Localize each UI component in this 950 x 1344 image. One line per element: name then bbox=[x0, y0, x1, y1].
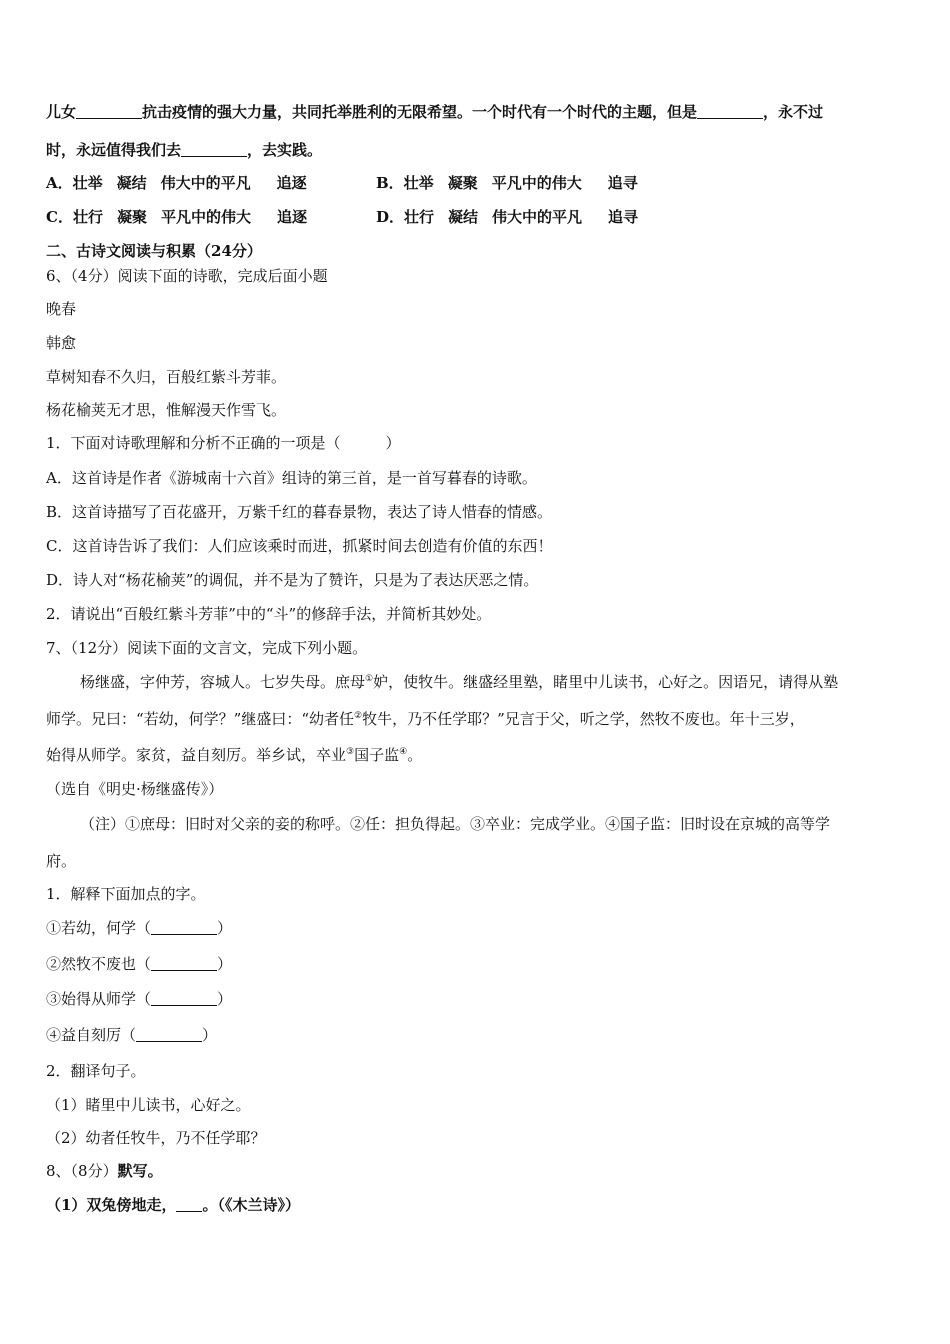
sub-question: 2．翻译句子。 bbox=[46, 1062, 146, 1080]
passage-line bbox=[46, 745, 422, 765]
option-word: 伟大中的平凡 bbox=[160, 174, 251, 192]
poem-line: 杨花榆荚无才思，惟解漫天作雪飞。 bbox=[46, 401, 287, 419]
option-b[interactable] bbox=[376, 173, 652, 193]
answer-blank[interactable] bbox=[151, 920, 217, 935]
fill-item-text: ） bbox=[202, 1026, 218, 1044]
passage-text: 师学。兄曰：“若幼，何学？”继盛曰：“幼者任 bbox=[46, 710, 355, 728]
option-word: 追寻 bbox=[607, 174, 638, 192]
footnote-mark: ① bbox=[365, 674, 374, 684]
question-number: 8、（8分） bbox=[46, 1162, 118, 1180]
question-instruction: 默写。 bbox=[117, 1162, 163, 1180]
option-label: D．壮行 bbox=[376, 208, 435, 226]
poem-line: 草树知春不久归，百般红紫斗芳菲。 bbox=[46, 368, 287, 386]
option-word: 追寻 bbox=[608, 208, 639, 226]
fill-item bbox=[46, 918, 232, 938]
intro-text: 时，永远值得我们去 bbox=[46, 141, 182, 159]
sub-question: 2．请说出“百般红紫斗芳菲”中的“斗”的修辞手法，并简析其妙处。 bbox=[46, 605, 492, 623]
passage-line bbox=[46, 709, 805, 729]
choice-a[interactable]: A．这首诗是作者《游城南十六首》组诗的第三首，是一首写暮春的诗歌。 bbox=[46, 469, 537, 487]
fill-item-text: ④益自刻厉（ bbox=[46, 1026, 137, 1044]
option-word: 伟大中的平凡 bbox=[492, 208, 583, 226]
sub-question: 1．解释下面加点的字。 bbox=[46, 885, 206, 903]
passage-text: 杨继盛，字仲芳，容城人。七岁失母。庶母 bbox=[80, 673, 366, 691]
passage-text: 妒，使牧牛。继盛经里塾，睹里中儿读书，心好之。因语兄，请得从塾 bbox=[373, 673, 839, 691]
option-word: 凝聚 bbox=[447, 174, 478, 192]
option-label: A．壮举 bbox=[46, 174, 103, 192]
option-word: 凝结 bbox=[448, 208, 479, 226]
footnote-mark: ④ bbox=[399, 747, 408, 757]
fill-item bbox=[46, 989, 232, 1009]
answer-blank[interactable] bbox=[176, 1197, 202, 1212]
fill-item bbox=[46, 1025, 217, 1045]
intro-text: ，永不过 bbox=[763, 103, 824, 121]
passage-source: （选自《明史·杨继盛传》） bbox=[46, 780, 224, 798]
answer-blank[interactable] bbox=[136, 1027, 202, 1042]
passage-text: 国子监 bbox=[354, 746, 400, 764]
dictation-text: （1）双兔傍地走， bbox=[46, 1196, 177, 1214]
fill-item-text: ） bbox=[217, 919, 233, 937]
fill-item-text: ③始得从师学（ bbox=[46, 990, 152, 1008]
footnote-mark: ③ bbox=[346, 747, 355, 757]
option-label: C．壮行 bbox=[46, 208, 103, 226]
fill-item-text: ） bbox=[217, 990, 233, 1008]
footnote-mark: ② bbox=[354, 711, 363, 721]
dictation-text: 。（《木兰诗》） bbox=[202, 1196, 300, 1214]
choice-c[interactable]: C．这首诗告诉了我们：人们应该乘时而进，抓紧时间去创造有价值的东西！ bbox=[46, 537, 553, 555]
option-word: 凝结 bbox=[116, 174, 147, 192]
poem-author: 韩愈 bbox=[46, 334, 77, 352]
answer-blank[interactable] bbox=[76, 104, 142, 119]
option-word: 追逐 bbox=[276, 208, 307, 226]
answer-blank[interactable] bbox=[151, 991, 217, 1006]
option-word: 追逐 bbox=[276, 174, 307, 192]
answer-blank[interactable] bbox=[151, 956, 217, 971]
question-8-header bbox=[46, 1161, 163, 1181]
option-word: 平凡中的伟大 bbox=[160, 208, 251, 226]
intro-text: 抗击疫情的强大力量，共同托举胜利的无限希望。一个时代有一个时代的主题，但是 bbox=[142, 103, 698, 121]
option-c[interactable] bbox=[46, 207, 321, 227]
option-a[interactable] bbox=[46, 173, 321, 193]
footnote-line: （注）①庶母：旧时对父亲的妾的称呼。②任：担负得起。③卒业：完成学业。④国子监：旧时设在京城的高等学 bbox=[80, 815, 831, 833]
passage-text: 始得从师学。家贫，益自刻厉。举乡试，卒业 bbox=[46, 746, 347, 764]
question-6-header: 6、（4分）阅读下面的诗歌，完成后面小题 bbox=[46, 267, 328, 285]
option-d[interactable] bbox=[376, 207, 652, 227]
sub-question: 1．下面对诗歌理解和分析不正确的一项是（ ） bbox=[46, 434, 401, 452]
option-word: 凝聚 bbox=[116, 208, 147, 226]
option-word: 平凡中的伟大 bbox=[491, 174, 582, 192]
choice-d[interactable]: D．诗人对“杨花榆荚”的调侃，并不是为了赞许，只是为了表达厌恶之情。 bbox=[46, 571, 539, 589]
dictation-item bbox=[46, 1195, 300, 1215]
translation-item: （2）幼者任牧牛，乃不任学耶？ bbox=[46, 1129, 266, 1147]
answer-blank[interactable] bbox=[181, 142, 247, 157]
translation-item: （1）睹里中儿读书，心好之。 bbox=[46, 1096, 251, 1114]
section-heading: 二、古诗文阅读与积累（24分） bbox=[46, 242, 262, 260]
choice-b[interactable]: B．这首诗描写了百花盛开，万紫千红的暮春景物，表达了诗人惜春的情感。 bbox=[46, 503, 553, 521]
poem-title: 晚春 bbox=[46, 300, 77, 318]
passage-text: 牧牛，乃不任学耶？”兄言于父，听之学，然牧不废也。年十三岁， bbox=[362, 710, 805, 728]
fill-item-text: ） bbox=[217, 955, 233, 973]
intro-text: 儿女 bbox=[46, 103, 77, 121]
fill-item-text: ①若幼，何学（ bbox=[46, 919, 152, 937]
option-label: B．壮举 bbox=[376, 174, 434, 192]
footnote-line: 府。 bbox=[46, 852, 77, 870]
question-7-header: 7、（12分）阅读下面的文言文，完成下列小题。 bbox=[46, 639, 368, 657]
fill-item-text: ②然牧不废也（ bbox=[46, 955, 152, 973]
passage-text: 。 bbox=[407, 746, 423, 764]
intro-text: ，去实践。 bbox=[247, 141, 323, 159]
passage-line bbox=[46, 672, 838, 692]
intro-line-1 bbox=[46, 102, 823, 122]
intro-line-2 bbox=[46, 140, 322, 160]
fill-item bbox=[46, 954, 232, 974]
answer-blank[interactable] bbox=[697, 104, 763, 119]
